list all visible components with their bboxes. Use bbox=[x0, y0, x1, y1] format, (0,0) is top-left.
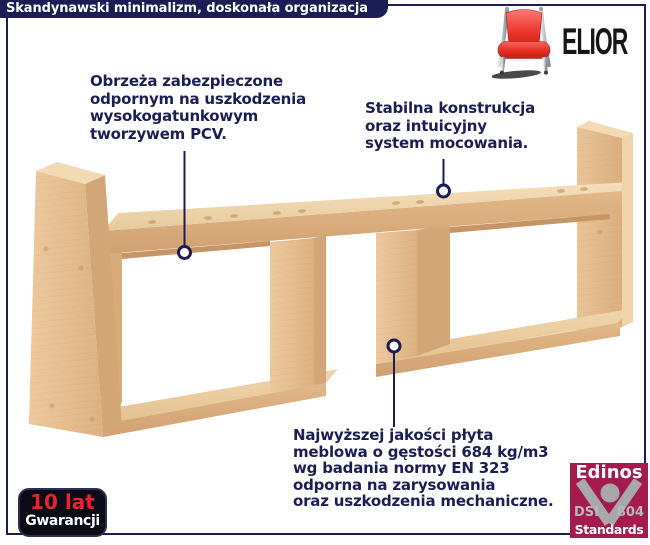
annotation-line: Najwyższej jakości płyta bbox=[293, 426, 494, 444]
annotation-line: wg badania normy EN 323 bbox=[293, 459, 510, 477]
annotation-line: oraz uszkodzenia mechaniczne. bbox=[293, 492, 554, 510]
warranty-years: 10 lat bbox=[30, 490, 95, 514]
annotation-line: meblowa o gęstości 684 kg/m3 bbox=[293, 442, 549, 461]
annotation-line: system mocowania. bbox=[365, 134, 529, 152]
annotation-line: wysokogatunkowym bbox=[90, 107, 259, 125]
annotation-line: Stabilna konstrukcja bbox=[365, 99, 536, 117]
annotation-board-quality bbox=[293, 427, 554, 510]
tagline-text: Skandynawski minimalizm, doskonała organizacja bbox=[6, 1, 368, 16]
annotation-line: odpornym na uszkodzenia bbox=[90, 89, 307, 108]
certificate-dsi: DSI bbox=[574, 505, 599, 520]
warranty-label: Gwarancji bbox=[25, 513, 100, 529]
annotation-line: odporna na zarysowania bbox=[293, 475, 496, 494]
annotation-mounting bbox=[365, 100, 535, 153]
certificate-badge bbox=[570, 463, 648, 538]
annotation-pcv-edges bbox=[90, 73, 306, 143]
certificate-brand: Edinos bbox=[575, 462, 643, 483]
warranty-badge bbox=[18, 488, 107, 537]
brand-wordmark: ELIOR bbox=[562, 21, 628, 62]
annotation-line: Obrzeża zabezpieczone bbox=[90, 72, 283, 90]
certificate-standards: Standards bbox=[574, 522, 644, 537]
certificate-804: 804 bbox=[616, 505, 644, 520]
brand-logo bbox=[492, 4, 556, 80]
annotation-line: oraz intuicyjny bbox=[365, 116, 487, 135]
tagline-banner bbox=[0, 0, 388, 18]
annotation-line: tworzywem PCV. bbox=[90, 124, 227, 143]
chair-icon bbox=[492, 4, 556, 80]
